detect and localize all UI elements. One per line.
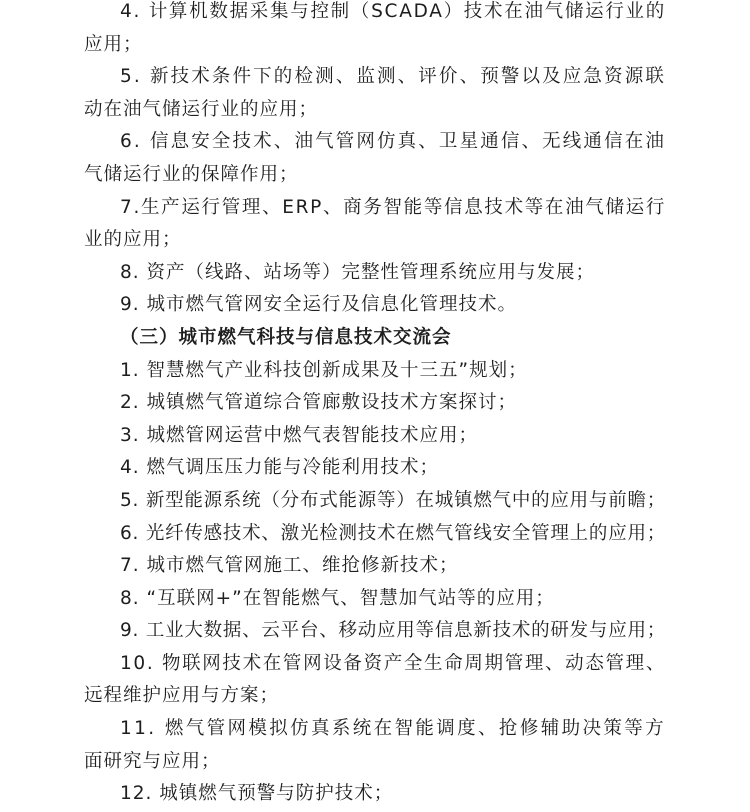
list-item [0, 485, 750, 518]
list-item [0, 355, 750, 388]
list-item [0, 518, 750, 551]
list-item-line: 7.生产运行管理、ERP、商务智能等信息技术等在油气储运行 [120, 196, 666, 218]
list-item-line: 4. 计算机数据采集与控制（SCADA）技术在油气储运行业的 [120, 1, 666, 22]
list-item-line: 6. 光纤传感技术、激光检测技术在燃气管线安全管理上的应用； [120, 522, 666, 544]
list-item [0, 61, 750, 126]
list-item-line: 1. 智慧燃气产业科技创新成果及十三五”规划； [120, 359, 528, 381]
list-item-line: 9. 城市燃气管网安全运行及信息化管理技术。 [120, 294, 518, 316]
list-item-line: 4. 燃气调压压力能与冷能利用技术； [120, 457, 440, 479]
section-b-list [0, 355, 750, 811]
list-item-line: 业的应用； [84, 229, 182, 251]
list-item [0, 257, 750, 290]
list-item-line: 11. 燃气管网模拟仿真系统在智能调度、抢修辅助决策等方 [120, 718, 666, 740]
list-item [0, 583, 750, 616]
list-item [0, 778, 750, 811]
list-item [0, 126, 750, 191]
list-item-line: 3. 城燃管网运营中燃气表智能技术应用； [120, 424, 479, 446]
section-a-list [0, 0, 750, 322]
list-item-line: 9. 工业大数据、云平台、移动应用等信息新技术的研发与应用； [120, 620, 666, 642]
list-item [0, 615, 750, 648]
list-item [0, 420, 750, 453]
list-item-line: 6. 信息安全技术、油气管网仿真、卫星通信、无线通信在油 [120, 131, 666, 153]
list-item-line: 气储运行业的保障作用； [84, 163, 299, 185]
list-item-line: 10. 物联网技术在管网设备资产全生命周期管理、动态管理、 [120, 652, 666, 674]
list-item [0, 387, 750, 420]
list-item [0, 0, 750, 61]
section-heading: （三）城市燃气科技与信息技术交流会 [120, 326, 452, 348]
list-item [0, 550, 750, 583]
list-item-line: 应用； [84, 33, 143, 55]
list-item [0, 713, 750, 778]
list-item-line: 7. 城市燃气管网施工、维抢修新技术； [120, 555, 459, 577]
list-item [0, 289, 750, 322]
list-item-line: 12. 城镇燃气预警与防护技术； [120, 783, 394, 805]
list-item-line: 2. 城镇燃气管道综合管廊敷设技术方案探讨； [120, 392, 518, 414]
list-item [0, 648, 750, 713]
list-item-line: 5. 新技术条件下的检测、监测、评价、预警以及应急资源联 [120, 66, 666, 88]
list-item-line: 动在油气储运行业的应用； [84, 98, 319, 120]
list-item-line: 8. 资产（线路、站场等）完整性管理系统应用与发展； [120, 261, 596, 283]
list-item [0, 192, 750, 257]
list-item [0, 452, 750, 485]
list-item-line: 5. 新型能源系统（分布式能源等）在城镇燃气中的应用与前瞻； [120, 489, 666, 511]
list-item-line: 面研究与应用； [84, 750, 221, 772]
list-item-line: 8. “互联网+”在智能燃气、智慧加气站等的应用； [120, 587, 555, 609]
list-item-line: 远程维护应用与方案； [84, 685, 280, 707]
